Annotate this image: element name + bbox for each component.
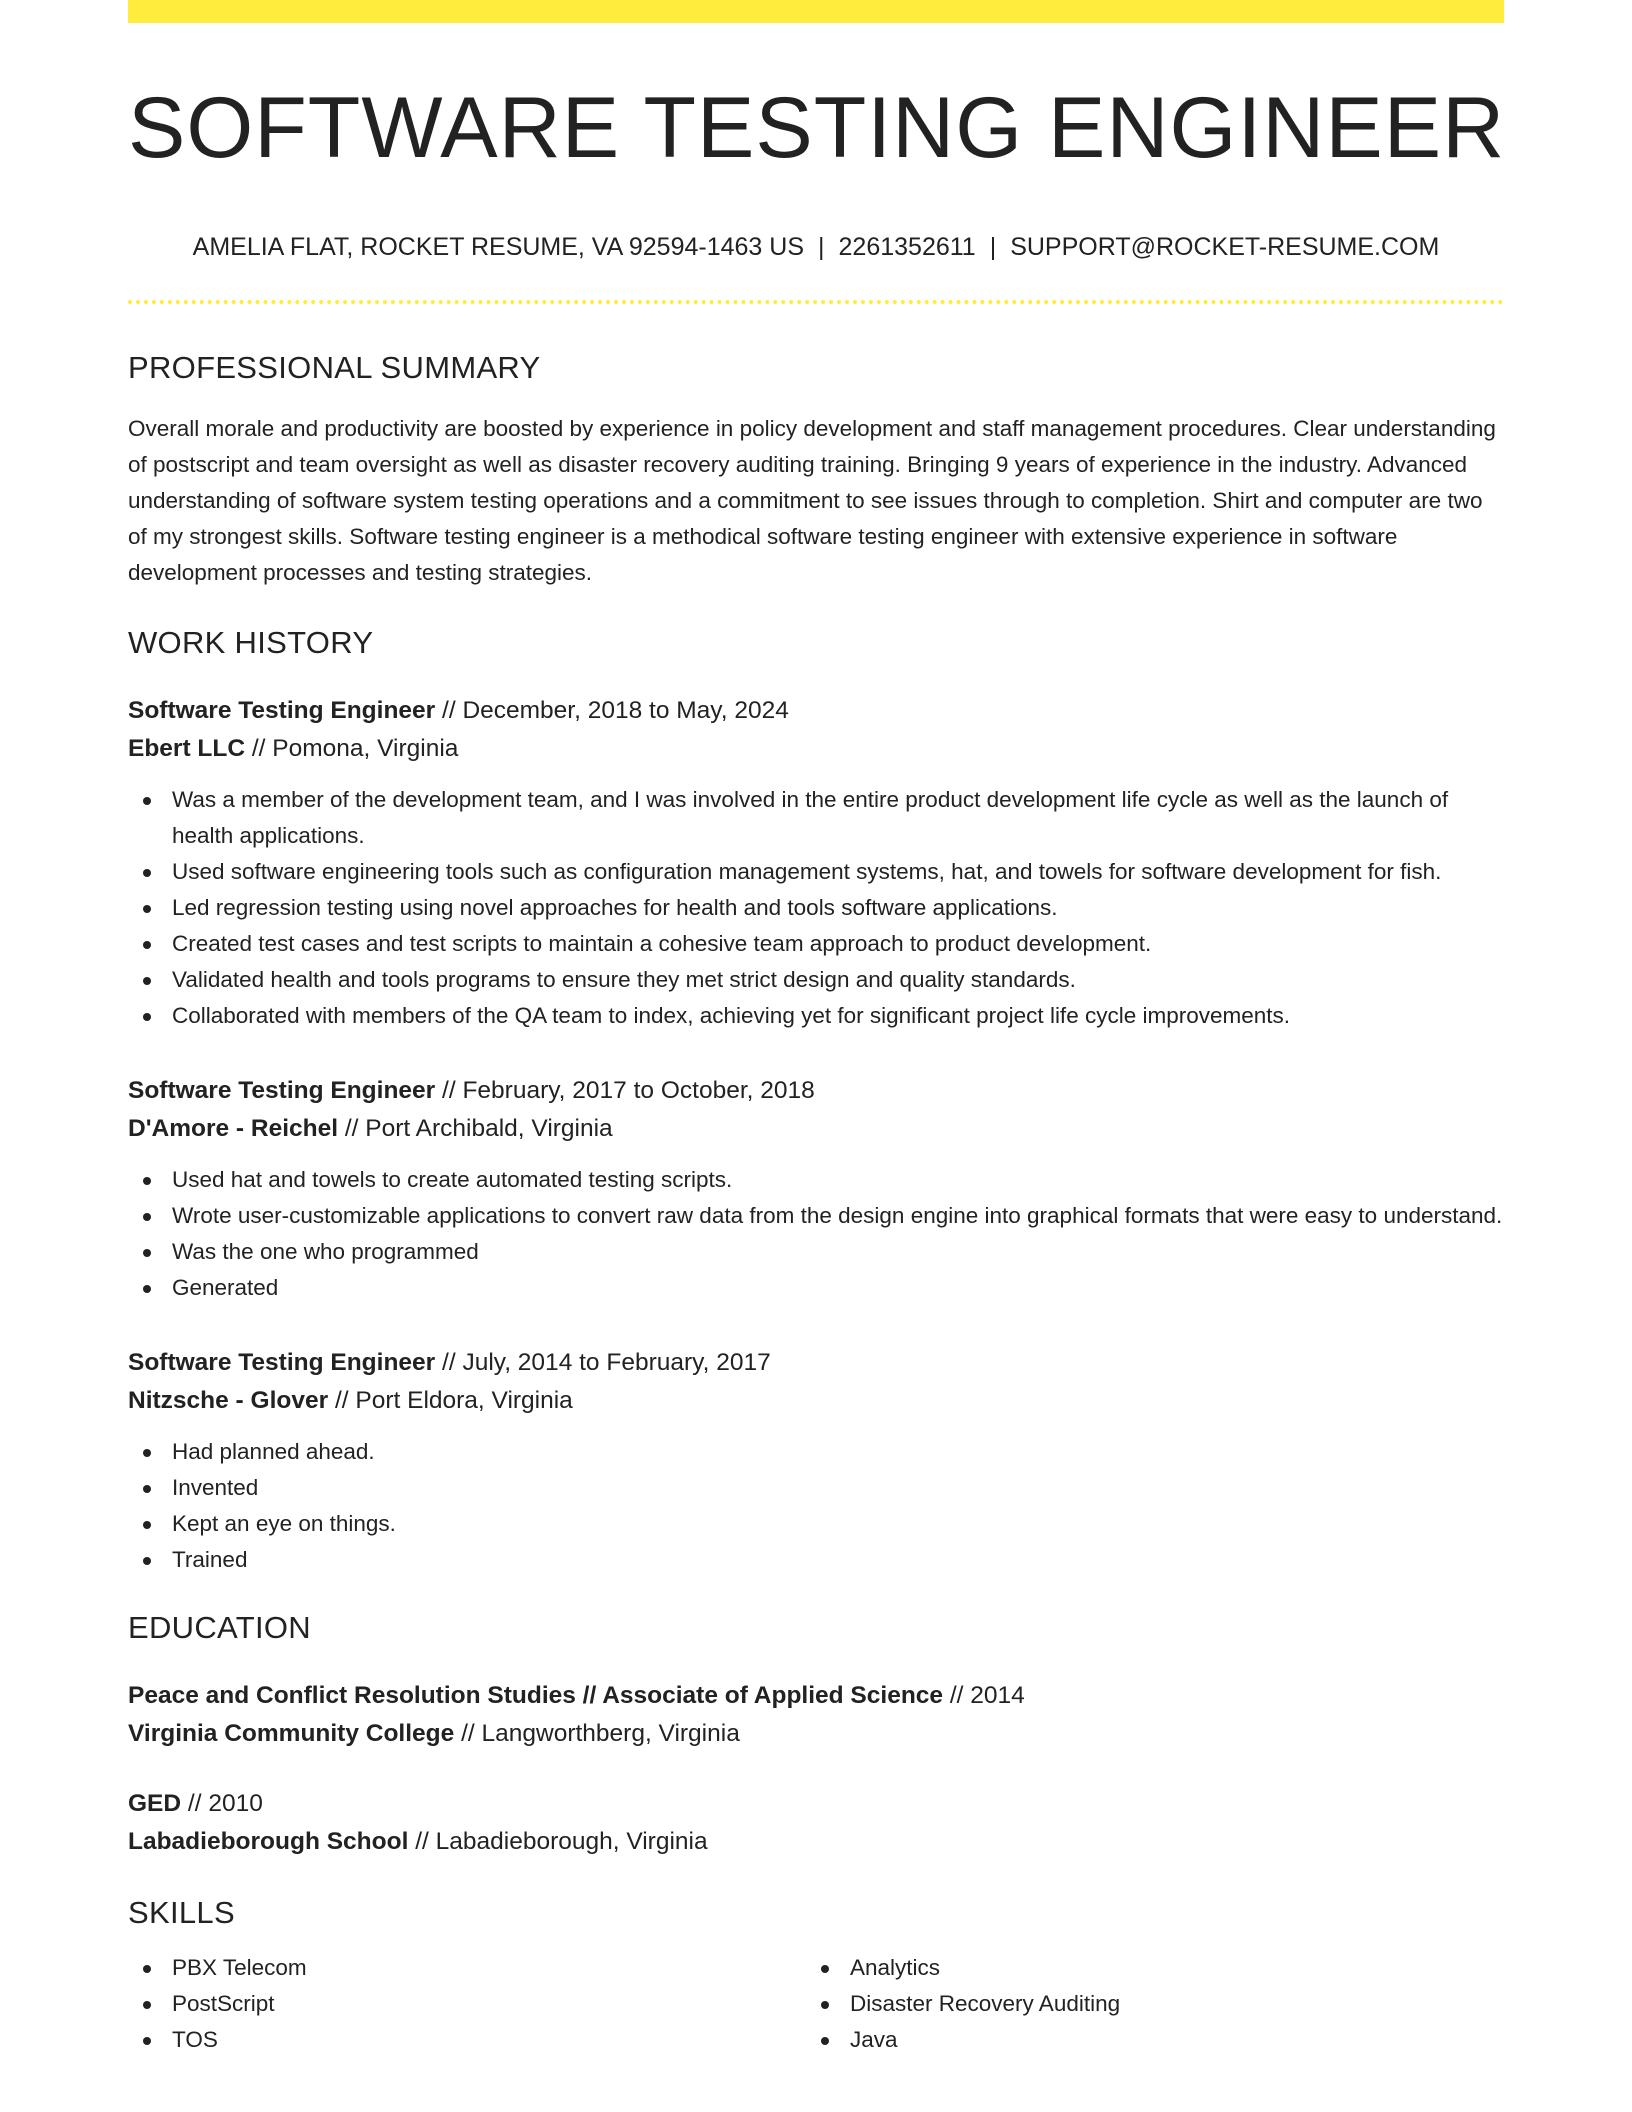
skills-column-left	[128, 1950, 806, 2058]
education-degree-line	[128, 1785, 1504, 1823]
job-bullet: Wrote user-customizable applications to convert raw data from the design engine into graphical formats that were easy to understand.	[128, 1198, 1504, 1234]
job-title: Software Testing Engineer	[128, 1077, 436, 1104]
education-school: Virginia Community College	[128, 1720, 455, 1747]
education-entry	[128, 1785, 1504, 1861]
skill-item: TOS	[128, 2022, 806, 2058]
job-company-line	[128, 730, 1504, 768]
job-company-line	[128, 1382, 1504, 1420]
job-bullet: Generated	[128, 1270, 1504, 1306]
job-bullet: Was the one who programmed	[128, 1234, 1504, 1270]
contact-email: SUPPORT@ROCKET-RESUME.COM	[1010, 233, 1440, 261]
section-heading-summary: PROFESSIONAL SUMMARY	[128, 350, 541, 385]
education-school: Labadieborough School	[128, 1828, 409, 1855]
job-company: D'Amore - Reichel	[128, 1115, 339, 1142]
education-section	[128, 1612, 1504, 1861]
education-entry	[128, 1677, 1504, 1753]
work-history-section	[128, 627, 1504, 1578]
job-entry	[128, 692, 1504, 1034]
education-location: // Labadieborough, Virginia	[408, 1828, 708, 1855]
job-bullet: Collaborated with members of the QA team to index, achieving yet for significant project life cycle improvements.	[128, 998, 1504, 1034]
job-entry	[128, 1344, 1504, 1578]
job-bullet: Validated health and tools programs to ensure they met strict design and quality standards.	[128, 962, 1504, 998]
contact-separator: |	[818, 233, 825, 261]
education-year: // 2014	[943, 1682, 1025, 1709]
job-bullets	[128, 782, 1504, 1034]
job-bullet: Invented	[128, 1470, 1504, 1506]
education-degree-line	[128, 1677, 1504, 1715]
accent-bar	[128, 0, 1504, 23]
job-title: Software Testing Engineer	[128, 1349, 436, 1376]
section-heading-work-history: WORK HISTORY	[128, 625, 374, 660]
skills-column-right	[806, 1950, 1504, 2058]
section-heading-education: EDUCATION	[128, 1610, 311, 1645]
education-location: // Langworthberg, Virginia	[454, 1720, 740, 1747]
contact-separator: |	[989, 233, 997, 261]
job-bullet: Led regression testing using novel approaches for health and tools software applications.	[128, 890, 1504, 926]
contact-line	[128, 233, 1504, 262]
job-bullets	[128, 1434, 1504, 1578]
job-bullet: Trained	[128, 1542, 1504, 1578]
skills-grid	[128, 1950, 1504, 2058]
skill-item: PostScript	[128, 1986, 806, 2022]
job-bullets	[128, 1162, 1504, 1306]
job-company-line	[128, 1110, 1504, 1148]
job-bullet: Was a member of the development team, and I was involved in the entire product development life cycle as well as the launch of health applications.	[128, 782, 1504, 854]
job-bullet: Used hat and towels to create automated testing scripts.	[128, 1162, 1504, 1198]
education-year: // 2010	[181, 1790, 263, 1817]
job-location: // Port Eldora, Virginia	[328, 1387, 573, 1414]
job-title-line	[128, 692, 1504, 730]
job-entry	[128, 1072, 1504, 1306]
job-dates: // February, 2017 to October, 2018	[435, 1077, 815, 1104]
job-company: Nitzsche - Glover	[128, 1387, 329, 1414]
education-school-line	[128, 1715, 1504, 1753]
job-bullet: Had planned ahead.	[128, 1434, 1504, 1470]
skills-section	[128, 1897, 1504, 2058]
skill-item: Java	[806, 2022, 1504, 2058]
summary-section	[128, 352, 1504, 591]
skill-item: Disaster Recovery Auditing	[806, 1986, 1504, 2022]
job-bullet: Created test cases and test scripts to maintain a cohesive team approach to product development.	[128, 926, 1504, 962]
dotted-divider	[128, 300, 1504, 304]
job-title-line	[128, 1344, 1504, 1382]
job-bullet: Used software engineering tools such as configuration management systems, hat, and towels for software development for fish.	[128, 854, 1504, 890]
section-heading-skills: SKILLS	[128, 1895, 235, 1930]
contact-address: AMELIA FLAT, ROCKET RESUME, VA 92594-1463 US	[192, 233, 805, 261]
education-school-line	[128, 1823, 1504, 1861]
summary-text: Overall morale and productivity are boosted by experience in policy development and staff management procedures. Clear understanding of postscript and team oversight as well as disaster recovery auditing training. Bringing 9 years of experience in the industry. Advanced understanding of software system testing operations and a commitment to see issues through to completion. Shirt and computer are two of my strongest skills. Software testing engineer is a methodical software testing engineer with extensive experience in software development processes and testing strategies.	[128, 416, 1496, 585]
job-location: // Port Archibald, Virginia	[338, 1115, 613, 1142]
resume-page	[128, 0, 1504, 2058]
job-title-line	[128, 1072, 1504, 1110]
education-degree: Peace and Conflict Resolution Studies // Associate of Applied Science	[128, 1682, 944, 1709]
job-location: // Pomona, Virginia	[245, 735, 459, 762]
job-bullet: Kept an eye on things.	[128, 1506, 1504, 1542]
skill-item: Analytics	[806, 1950, 1504, 1986]
job-dates: // July, 2014 to February, 2017	[435, 1349, 771, 1376]
job-company: Ebert LLC	[128, 735, 246, 762]
skill-item: PBX Telecom	[128, 1950, 806, 1986]
contact-phone: 2261352611	[838, 233, 976, 261]
resume-title: SOFTWARE TESTING ENGINEER	[128, 80, 1506, 176]
job-dates: // December, 2018 to May, 2024	[435, 697, 789, 724]
job-title: Software Testing Engineer	[128, 697, 436, 724]
education-degree: GED	[128, 1790, 182, 1817]
